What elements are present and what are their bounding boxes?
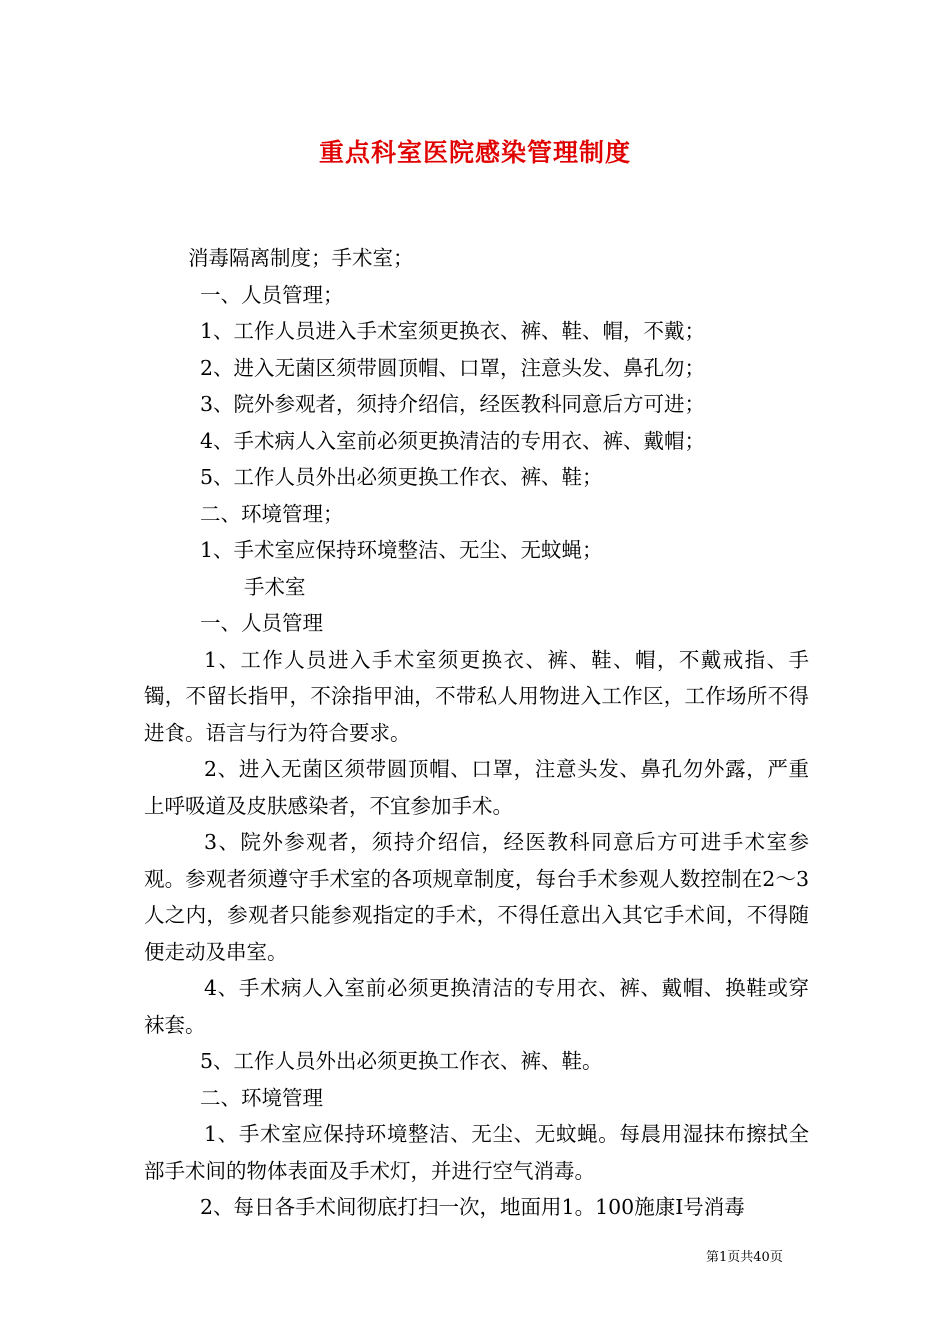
document-title: 重点科室医院感染管理制度 [318, 138, 631, 167]
paragraph: 二、环境管理 [200, 1085, 323, 1110]
document-body [144, 240, 809, 1226]
paragraph: 消毒隔离制度；手术室； [188, 246, 414, 270]
paragraph: 2、进入无菌区须带圆顶帽、口罩，注意头发、鼻孔勿外露，严重上呼吸道及皮肤感染者，不宜参加手术。 [144, 757, 809, 818]
paragraph: 3、院外参观者，须持介绍信，经医教科同意后方可进手术室参观。参观者须遵守手术室的各项规章制度，每台手术参观人数控制在2～3人之内，参观者只能参观指定的手术，不得任意出入其它手术间，不得随便走动及串室。 [144, 830, 809, 964]
paragraph: 5、工作人员外出必须更换工作衣、裤、鞋。 [200, 1049, 603, 1073]
paragraph: 3、院外参观者，须持介绍信，经医教科同意后方可进； [200, 392, 706, 416]
paragraph: 2、进入无菌区须带圆顶帽、口罩，注意头发、鼻孔勿； [200, 355, 706, 380]
paragraph: 5、工作人员外出必须更换工作衣、裤、鞋； [200, 465, 603, 489]
paragraph: 1、工作人员进入手术室须更换衣、裤、鞋、帽，不戴； [200, 319, 706, 343]
paragraph: 2、每日各手术间彻底打扫一次，地面用1。100施康Ⅰ号消毒 [200, 1195, 745, 1219]
paragraph: 1、工作人员进入手术室须更换衣、裤、鞋、帽，不戴戒指、手镯，不留长指甲，不涂指甲油，不带私人用物进入工作区，工作场所不得进食。语言与行为符合要求。 [144, 647, 809, 745]
paragraph: 一、人员管理 [200, 611, 323, 635]
section-heading: 手术室 [244, 574, 306, 599]
paragraph: 1、手术室应保持环境整洁、无尘、无蚊蝇； [200, 538, 603, 562]
page-number: 第1页共40页 [706, 1250, 783, 1265]
paragraph: 1、手术室应保持环境整洁、无尘、无蚊蝇。每晨用湿抹布擦拭全部手术间的物体表面及手术灯，并进行空气消毒。 [144, 1122, 809, 1183]
paragraph: 一、人员管理； [200, 282, 344, 307]
paragraph: 二、环境管理； [200, 501, 344, 526]
paragraph: 4、手术病人入室前必须更换清洁的专用衣、裤、戴帽； [200, 428, 706, 453]
paragraph: 4、手术病人入室前必须更换清洁的专用衣、裤、戴帽、换鞋或穿袜套。 [144, 976, 809, 1037]
